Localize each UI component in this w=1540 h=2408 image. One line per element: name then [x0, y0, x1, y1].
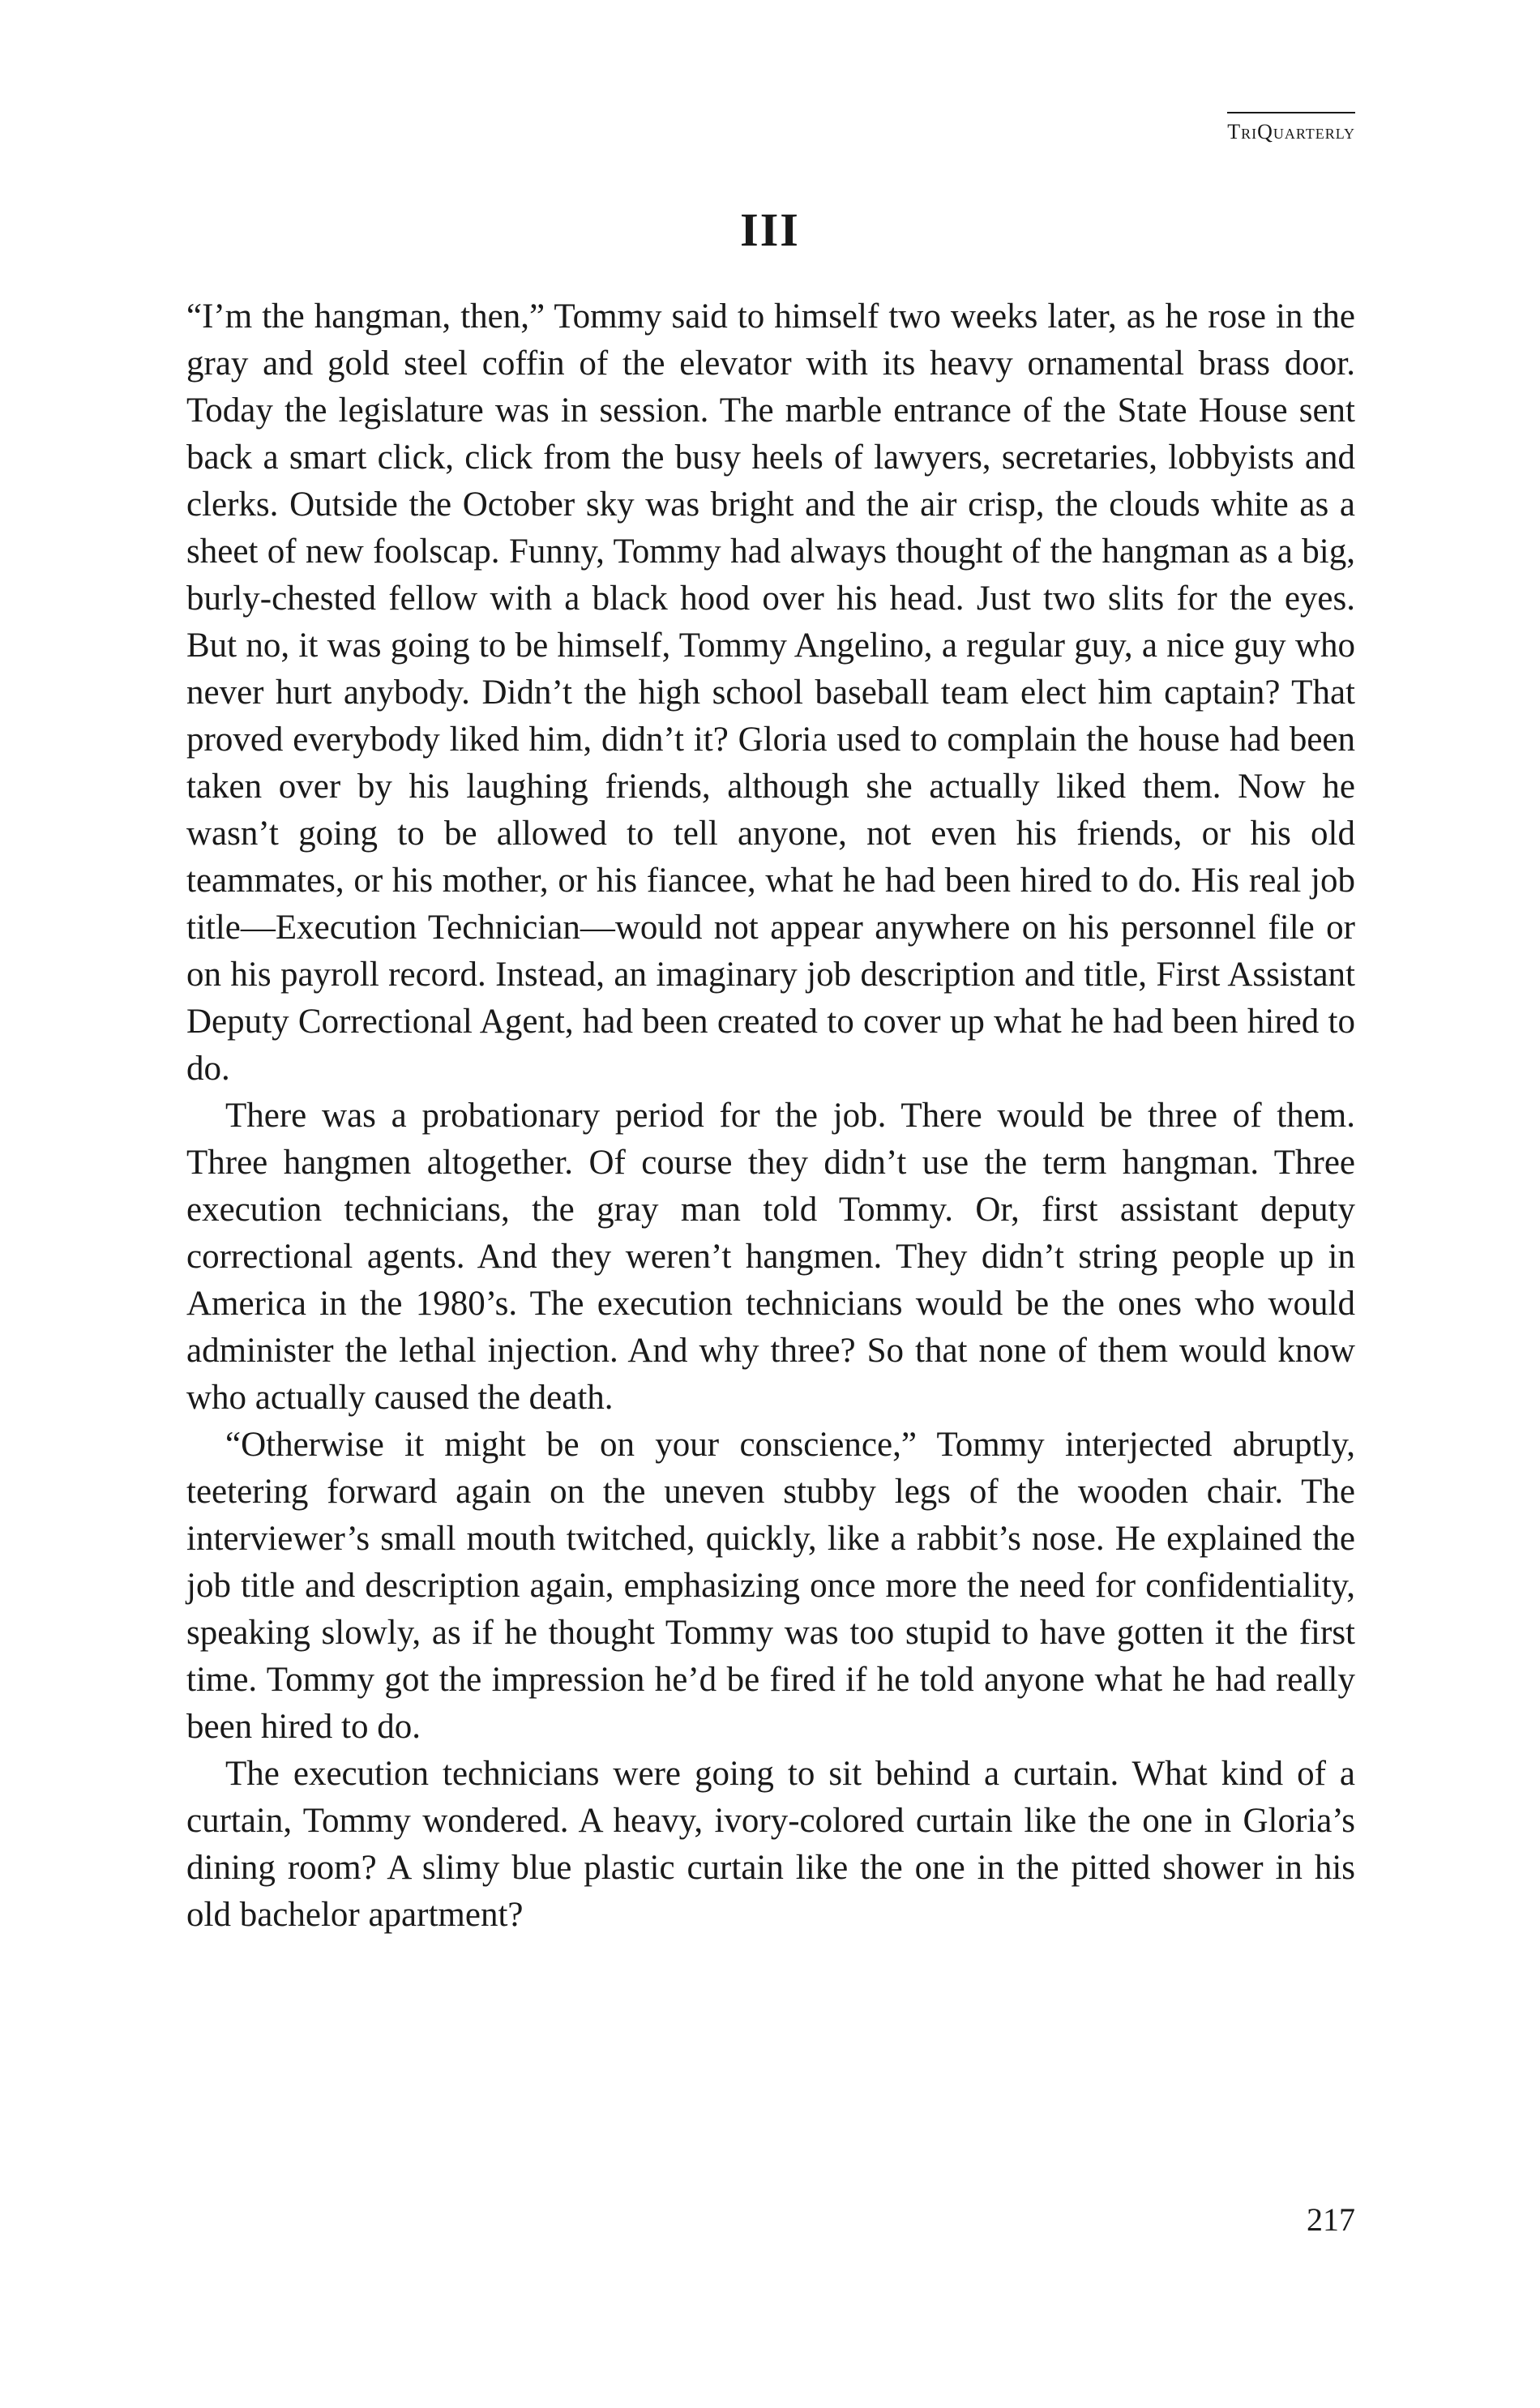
- paragraph-4: The execution technicians were going to sit behind a curtain. What kind of a curtain, Tommy wondered. A heavy, ivory-colored curtain like the one in Gloria’s dining room? A slimy blue plastic curtain like the one in the pitted shower in his old bachelor apartment?: [186, 1755, 1355, 1934]
- running-head: TriQuarterly: [1227, 112, 1355, 144]
- paragraph-2: There was a probationary period for the job. There would be three of them. Three hangmen altogether. Of course they didn’t use the term hangman. Three execution technicians, the gray man told Tommy. Or, first assistant deputy correctional agents. And they weren’t hangmen. They didn’t string people up in America in the 1980’s. The execution technicians would be the ones who would administer the lethal injection. And why three? So that none of them would know who actually caused the death.: [186, 1097, 1355, 1417]
- body-text: [186, 293, 1355, 1939]
- page-number: 217: [1307, 2201, 1355, 2238]
- paragraph-1: “I’m the hangman, then,” Tommy said to himself two weeks later, as he rose in the gray and gold steel coffin of the elevator with its heavy ornamental brass door. Today the legislature was in session. The marble entrance of the State House sent back a smart click, click from the busy heels of lawyers, secretaries, lobbyists and clerks. Outside the October sky was bright and the air crisp, the clouds white as a sheet of new foolscap. Funny, Tommy had always thought of the hangman as a big, burly-chested fellow with a black hood over his head. Just two slits for the eyes. But no, it was going to be himself, Tommy Angelino, a regular guy, a nice guy who never hurt anybody. Didn’t the high school baseball team elect him captain? That proved everybody liked him, didn’t it? Gloria used to complain the house had been taken over by his laughing friends, although she actually liked them. Now he wasn’t going to be allowed to tell anyone, not even his friends, or his old teammates, or his mother, or his fiancee, what he had been hired to do. His real job title—Execution Technician—would not appear anywhere on his personnel file or on his payroll record. Instead, an imaginary job description and title, First Assistant Deputy Correctional Agent, had been created to cover up what he had been hired to do.: [186, 297, 1355, 1088]
- section-number: III: [740, 203, 800, 256]
- paragraph-3: “Otherwise it might be on your conscience,” Tommy interjected abruptly, teetering forward again on the uneven stubby legs of the wooden chair. The interviewer’s small mouth twitched, quickly, like a rabbit’s nose. He explained the job title and description again, emphasizing once more the need for confidentiality, speaking slowly, as if he thought Tommy was too stupid to have gotten it the first time. Tommy got the impression he’d be fired if he told anyone what he had really been hired to do.: [186, 1426, 1355, 1746]
